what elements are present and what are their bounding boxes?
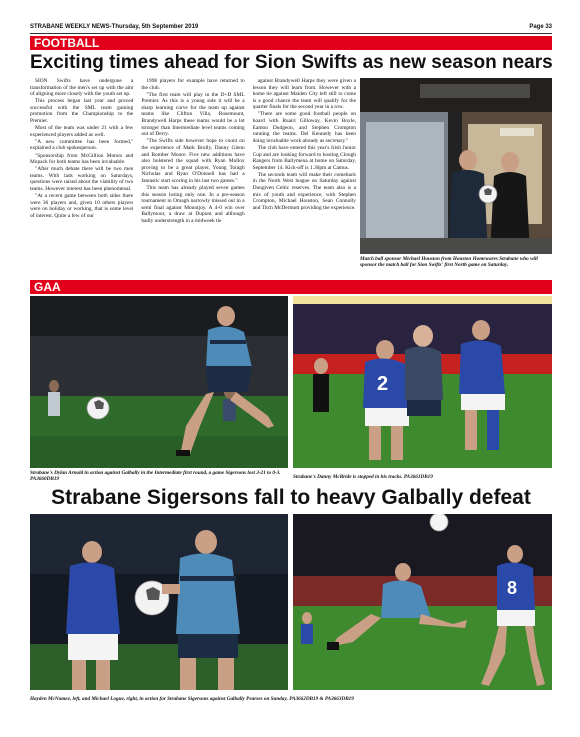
football-headline: Exciting times ahead for Sion Swifts as new season nears [30,52,553,73]
football-article [30,78,356,278]
sponsor-photo [360,78,552,254]
gaa-caption-left: Strabane's Dylan Arnold in action against Galbally in the Intermediate first round, a game Sigersons lost 3-21 to 0-3. PA3660DB19 [30,470,281,482]
gaa-section-bar [30,280,552,294]
article-paragraph: "The first team will play in the D+D SML Premier. As this is a young side it will be a sharp learning curve for the team up against teams like Clifton Villa, Rosemount, Brandywell Harps these teams would be a lot stronger than Intermediate level teams coming out of Derry. [141,91,245,138]
masthead-rule [30,33,552,34]
article-column-2 [141,78,244,278]
article-paragraph: This team has already played seven games this season losing only one. In a pre-season tournament in Omagh narrowly missed out in a semi final against Mountjoy. A 4-0 win over Ballymoor, a draw at Dupont and although badly understrength in a midweek tie [141,185,245,224]
gaa-photo-michael-logue [293,514,552,690]
article-paragraph: This process began last year and proved successful with the SML team gaining promotion from the Championship to the Premier. [30,98,134,125]
football-section-label: FOOTBALL [34,36,100,50]
article-paragraph: "The Swifts side however hope to count on the experience of Mark Brolly, Danny Glenn and Bomber Moore. Five new additions have also bolstered the squad with Ryan Molloy proving to be a great player, Young Tonigh Nicholas and Ryan O'Donnell has had a fantastic start scoring in his last two games." [141,138,245,184]
article-paragraph: "After much debate there will be two men teams. With lads working on Saturdays, questions were raised about the viability of two teams. However interest has been phenomenal. [30,166,134,192]
masthead-title: STRABANE WEEKLY NEWS-Thursday, 5th September 2019 [30,24,199,30]
article-paragraph: Most of the team was under 21 with a few experienced players added as well. [30,125,134,138]
gaa-caption-bottom: Hayden McNamee, left, and Michael Logue, right, in action for Strabane Sigersons against Galbally Pearses on Sunday. PA3662DB19 & PA3663DB19 [30,696,354,702]
gaa-photo-dylan-arnold [30,296,288,468]
article-column-1 [30,78,133,278]
article-paragraph: 1998 players for example have returned to the club. [141,78,245,91]
article-paragraph: The club have entered this year's Irish Junior Cup and are looking forward to hosting Clough Rangers from Ballymena at home on Saturday, September 14. Kick-off is 1.30pm at Camus. [252,144,356,171]
gaa-section-label: GAA [34,280,61,294]
jersey-number: 2 [377,373,389,395]
sponsor-photo-caption: Match ball sponsor Michael Houston from Houston Homewares Strabane who will sponsor the match ball for Sion Swifts' first North game on Saturday. [360,256,538,268]
article-paragraph: against Brandywell Harps they were given a lesson they will learn from. However with a home tie against Maiden City left still to come is a good chance the team will qualify for the quarter finals for the second year in a row. [252,78,356,111]
jersey-number: 8 [507,578,518,598]
article-paragraph: "Sponsorship from McGillion Motors and Mopack for both teams has been invaluable. [30,152,134,166]
article-paragraph: "A new committee has been formed," explained a club spokesperson. [30,138,134,152]
article-paragraph: "There are some good football people on board with Ruairi Gilloway, Kevin Boyle, Eamon Dudgeon, and Stephen Crompton running the teams. Del Kennedy has been doing invaluable work already as secretary." [252,111,356,144]
page-number: Page 33 [529,24,552,30]
article-column-3 [253,78,356,278]
masthead [30,24,552,30]
football-section-bar [30,36,552,50]
gaa-photo-danny-mcbride [293,296,552,468]
article-paragraph: "At a recent game between both sides there were 36 players and, given 10 others players were on holiday or working, that is some level of interest. Quite a few of our [30,193,134,219]
article-paragraph: SION Swifts have undergone a transformation of the men's set up with the aim of aligning more closely with the youth set up. [30,78,134,98]
article-paragraph: The seconds team will make their comeback in the North West league on Saturday against Dungiven Celtic reserves. The team also is a mix of youth and experience, with Stephen Crompton, Michael Houston, Sean Connolly and Titch McDermott providing the experience. [252,171,356,211]
gaa-photo-hayden-mcnamee [30,514,288,690]
gaa-caption-right: Strabane's Danny McBride is stopped in his tracks. PA3661DB19 [293,474,433,480]
gaa-headline: Strabane Sigersons fall to heavy Galbally defeat [51,486,531,509]
